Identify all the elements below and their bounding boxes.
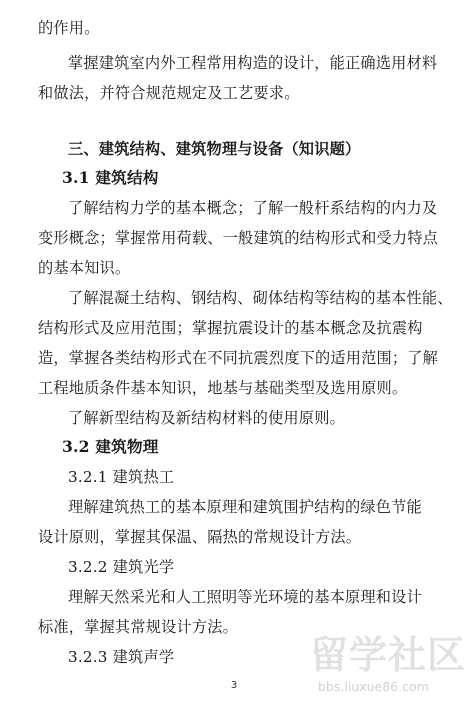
text-line: 和做法，并符合规范规定及工艺要求。 [38,84,300,102]
section-heading: 三、建筑结构、建筑物理与设备（知识题） [68,140,361,158]
text-line: 了解结构力学的基本概念；了解一般杆系结构的内力及 [68,199,438,217]
subsubsection-heading: 3.2.2 建筑光学 [68,558,175,576]
page-number: 3 [230,680,238,691]
text-line: 工程地质条件基本知识，地基与基础类型及选用原则。 [38,379,408,397]
text-line: 设计原则，掌握其保温、隔热的常规设计方法。 [38,528,362,546]
text-line: 掌握建筑室内外工程常用构造的设计，能正确选用材料 [68,54,438,72]
subsubsection-heading: 3.2.1 建筑热工 [68,468,175,486]
text-line: 了解新型结构及新结构材料的使用原则。 [68,409,345,427]
text-line: 理解天然采光和人工照明等光环境的基本原理和设计 [68,588,422,606]
watermark [300,632,465,702]
text-line: 的基本知识。 [38,259,131,277]
subsubsection-heading: 3.2.3 建筑声学 [68,648,175,666]
subsection-heading: 3.2 建筑物理 [62,437,159,456]
text-line: 的作用。 [38,19,100,37]
subsection-heading: 3.1 建筑结构 [62,168,159,187]
watermark-logo-text: 留学社区 [310,633,467,677]
text-line: 理解建筑热工的基本原理和建筑围护结构的绿色节能 [68,498,422,516]
text-line: 变形概念；掌握常用荷载、一般建筑的结构形式和受力特点 [38,229,439,247]
watermark-url: bbs.liuxue86.com [318,679,429,694]
text-line: 标准，掌握其常规设计方法。 [38,618,239,636]
text-line: 结构形式及应用范围；掌握抗震设计的基本概念及抗震构 [38,319,423,337]
text-line: 造，掌握各类结构形式在不同抗震烈度下的适用范围；了解 [38,349,439,367]
text-line: 了解混凝土结构、钢结构、砌体结构等结构的基本性能、 [68,289,453,307]
